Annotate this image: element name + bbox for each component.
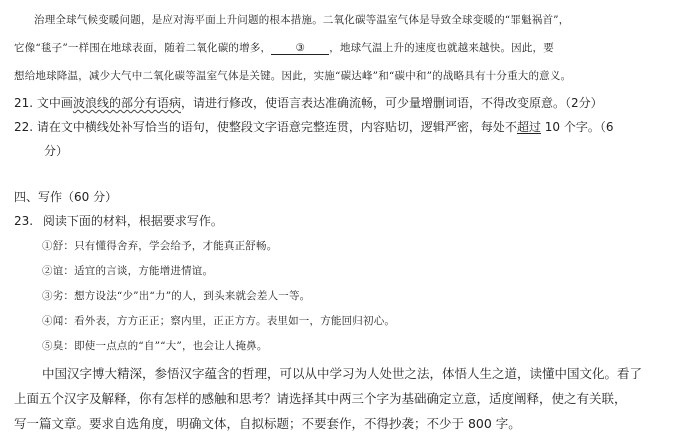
material-item-4: ④闻：看外表，方方正正；察内里，正正方方。表里如一，方能回归初心。 xyxy=(42,315,396,327)
prompt-line-1: 中国汉字博大精深，参悟汉字蕴含的哲理，可以从中学习为人处世之法，体悟人生之道，读懂中国文化。看了 xyxy=(42,366,643,381)
material-item-1: ①舒：只有懂得舍弃，学会给予，才能真正舒畅。 xyxy=(42,240,278,252)
question-22-number: 22. xyxy=(14,120,34,134)
question-22-text-post: 10 个字。（6 xyxy=(540,120,614,134)
material-item-5: ⑤臭：即使一点点的“自”“大”，也会让人掩鼻。 xyxy=(42,340,268,352)
material-item-2: ②谊：适宜的言谈，方能增进情谊。 xyxy=(42,265,214,277)
question-22 xyxy=(14,118,614,135)
question-22-text-pre: 请在文中横线处补写恰当的语句，使整段文字语意完整连贯，内容贴切，逻辑严密，每处不 xyxy=(36,120,517,134)
question-22-underlined: 超过 xyxy=(516,120,541,134)
question-21 xyxy=(14,94,603,111)
passage-line-2-pre: 它像“毯子”一样围在地球表面，随着二氧化碳的增多， xyxy=(14,42,272,54)
prompt-line-3: 写一篇文章。要求自选角度，明确文体，自拟标题；不要套作，不得抄袭；不少于 800 字。 xyxy=(14,416,521,431)
passage-line-2-post: ，地球气温上升的速度也就越来越快。因此，要 xyxy=(329,42,554,54)
material-item-3: ③劣：想方设法“少”出“力”的人，到头来就会差人一等。 xyxy=(42,290,311,302)
passage-line-1: 治理全球气候变暖问题，是应对海平面上升问题的根本措施。二氧化碳等温室气体是导致全球变暖的“罪魁祸首”， xyxy=(34,14,570,26)
question-21-text-pre: 文中画 xyxy=(36,96,73,110)
question-23-intro: 阅读下面的材料，根据要求写作。 xyxy=(42,214,223,228)
passage-line-3: 想给地球降温，减少大气中二氧化碳等温室气体是关键。因此，实施“碳达峰”和“碳中和”的战略具有十分重大的意义。 xyxy=(14,70,572,82)
question-21-number: 21. xyxy=(14,96,34,110)
section-4-heading: 四、写作（60 分） xyxy=(14,190,118,204)
question-23-number: 23. xyxy=(14,214,34,228)
blank-3: ③ xyxy=(271,42,329,55)
question-21-wavy-text: 波浪线的部分有语病 xyxy=(72,96,181,110)
question-21-text-post: ，请进行修改，使语言表达准确流畅，可少量增删词语，不得改变原意。（2分） xyxy=(180,96,603,110)
passage-line-2 xyxy=(14,40,554,55)
question-22-cont: 分） xyxy=(44,144,69,158)
question-23 xyxy=(14,212,223,229)
prompt-line-2: 上面五个汉字及解释，你有怎样的感触和思考？请选择其中两三个字为基础确定立意，适度阐释，使之有关联， xyxy=(14,391,627,406)
